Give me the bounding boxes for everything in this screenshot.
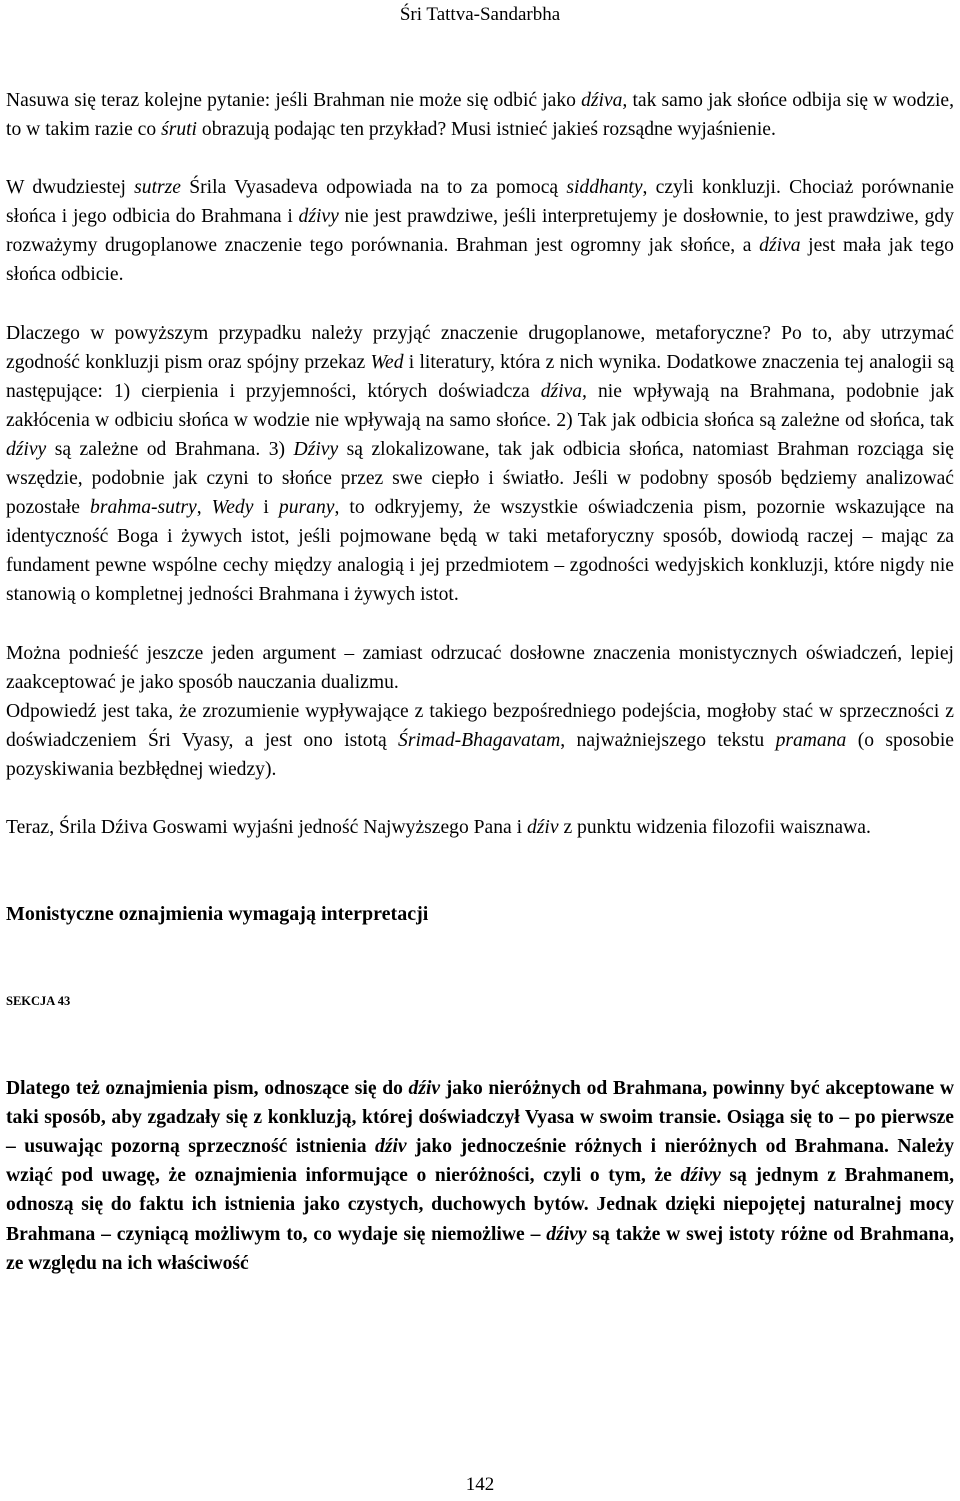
page-body	[6, 86, 954, 1278]
section-label: SEKCJA 43	[6, 994, 71, 1009]
paragraph-4: Można podnieść jeszcze jeden argument – zamiast odrzucać dosłowne znaczenia monistycznych oświadczeń, lepiej zaakceptować je jako sposób nauczania dualizmu.	[6, 642, 954, 693]
paragraph-3: Dlaczego w powyższym przypadku należy przyjąć znaczenie drugoplanowe, metaforyczne? Po to, aby utrzymać zgodność konkluzji pism oraz spójny przekaz Wed i literatury, która z nich wynika. Dodatkowe znaczenia tej analogii są następujące: 1) cierpienia i przyjemności, których doświadcza dźiva, nie wpływają na Brahmana, podobnie jak zakłócenia w odbiciu słońca w wodzie nie wpływają na samo słońce. 2) Tak jak odbicia słońca są zależne od słońca, tak dźivy są zależne od Brahmana. 3) Dźivy są zlokalizowane, tak jak odbicia słońca, natomiast Brahman rozciąga się wszędzie, podobnie jak czyni to słońce przez swe ciepło i światło. Jeśli w podobny sposób będziemy analizować pozostałe brahma-sutry, Wedy i purany, to odkryjemy, że wszystkie oświadczenia pism, pozornie wskazujące na identyczność Boga i żywych istot, jeśli pojmowane będą w taki metaforyczny sposób, dowiodą raczej – mając za fundament pewne wspólne cechy między analogią i jej przedmiotem – zgodności wedyjskich konkluzji, które nigdy nie stanowią o kompletnej jedności Brahmana i żywych istot.	[6, 322, 954, 606]
paragraph-2: W dwudziestej sutrze Śrila Vyasadeva odpowiada na to za pomocą siddhanty, czyli konkluzji. Chociaż porównanie słońca i jego odbicia do Brahmana i dźivy nie jest prawdziwe, jeśli interpretujemy je dosłownie, to jest prawdziwe, gdy rozważymy drugoplanowe znaczenie tego porównania. Brahman jest ogromny jak słońce, a dźiva jest mała jak tego słońca odbicie.	[6, 177, 955, 286]
page-number: 142	[465, 1474, 495, 1495]
section-heading: Monistyczne oznajmienia wymagają interpretacji	[6, 903, 429, 926]
paragraph-5: Odpowiedź jest taka, że zrozumienie wypływające z takiego bezpośredniego podejścia, mogłoby stać w sprzeczności z doświadczeniem Śri Vyasy, a jest ono istotą Śrimad-Bhagavatam, najważniejszego tekstu pramana (o sposobie pozyskiwania bezbłędnej wiedzy).	[6, 700, 954, 780]
paragraph-7-bold: Dlatego też oznajmienia pism, odnoszące się do dźiv jako nieróżnych od Brahmana, powinny być akceptowane w taki sposób, aby zgadzały się z konkluzją, której doświadczył Vyasa w swoim transie. Osiąga się to – po pierwsze – usuwając pozorną sprzeczność istnienia dźiv jako jednocześnie różnych i nieróżnych od Brahmana. Należy wziąć pod uwagę, że oznajmienia informujące o nieróżności, czyli o tym, że dźivy są jednym z Brahmanem, odnoszą się do faktu ich istnienia jako czystych, duchowych bytów. Jednak dzięki niepojętej naturalnej mocy Brahmana – czyniącą możliwym to, co wydaje się niemożliwe – dźivy są także w swej istoty różne od Brahmana, ze względu na ich właściwość	[6, 1078, 955, 1274]
paragraph-6: Teraz, Śrila Dźiva Goswami wyjaśni jedność Najwyższego Pana i dźiv z punktu widzenia filozofii waisznawa.	[6, 816, 871, 838]
paragraph-1: Nasuwa się teraz kolejne pytanie: jeśli Brahman nie może się odbić jako dźiva, tak samo jak słońce odbija się w wodzie, to w takim razie co śruti obrazują podając ten przykład? Musi istnieć jakieś rozsądne wyjaśnienie.	[6, 90, 954, 141]
running-header: Śri Tattva-Sandarbha	[399, 4, 561, 25]
